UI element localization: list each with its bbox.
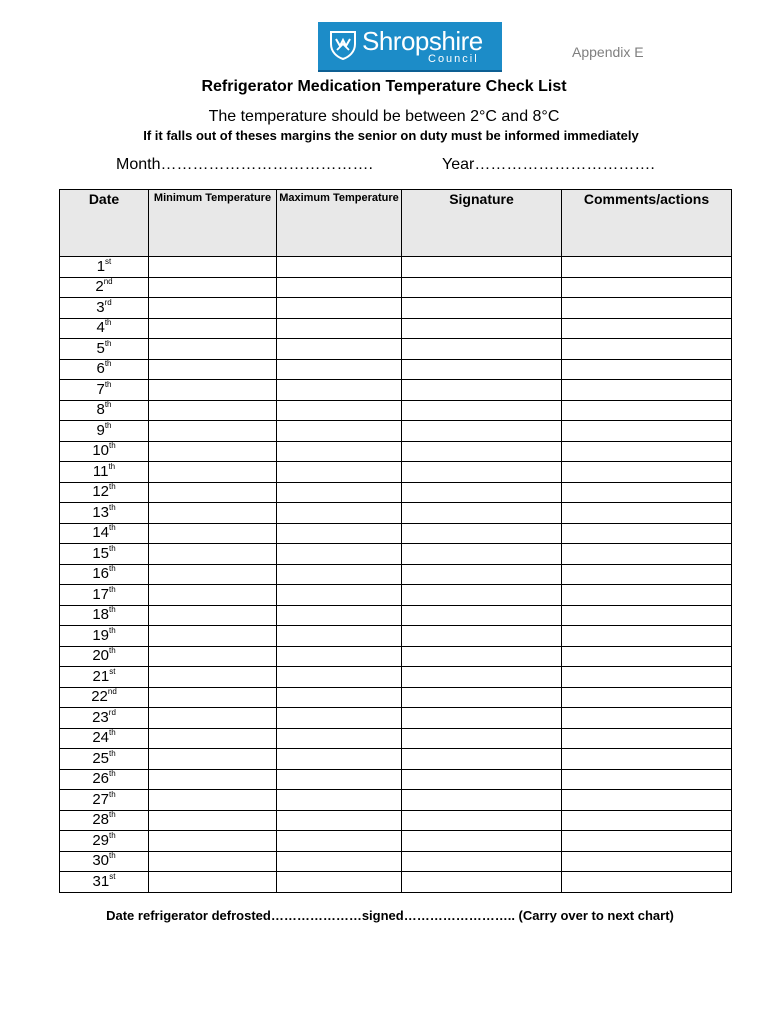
maximum-temperature-cell[interactable] — [277, 851, 402, 872]
day-suffix: th — [109, 584, 116, 594]
day-number: 17 — [92, 585, 109, 603]
table-row — [60, 359, 732, 380]
signature-cell[interactable] — [402, 380, 562, 401]
date-cell — [60, 626, 149, 647]
table-row — [60, 441, 732, 462]
comments-cell[interactable] — [562, 605, 732, 626]
day-suffix: th — [104, 420, 112, 430]
date-cell — [60, 462, 149, 483]
minimum-temperature-cell[interactable] — [149, 380, 277, 401]
day-suffix: th — [109, 441, 116, 451]
logo-subtitle: Council — [428, 53, 479, 65]
day-number: 21 — [92, 667, 110, 685]
day-suffix: st — [109, 666, 116, 676]
day-number: 7 — [96, 380, 105, 398]
date-cell — [60, 441, 149, 462]
table-row — [60, 277, 732, 298]
header-date: Date — [60, 190, 149, 257]
day-number: 13 — [92, 503, 109, 521]
maximum-temperature-cell[interactable] — [277, 257, 402, 278]
maximum-temperature-cell[interactable] — [277, 564, 402, 585]
signature-cell[interactable] — [402, 872, 562, 893]
comments-cell[interactable] — [562, 790, 732, 811]
date-cell — [60, 831, 149, 852]
date-cell — [60, 769, 149, 790]
comments-cell[interactable] — [562, 503, 732, 524]
day-suffix: th — [109, 830, 116, 840]
signature-cell[interactable] — [402, 523, 562, 544]
comments-cell[interactable] — [562, 749, 732, 770]
comments-cell[interactable] — [562, 564, 732, 585]
comments-cell[interactable] — [562, 769, 732, 790]
minimum-temperature-cell[interactable] — [149, 585, 277, 606]
minimum-temperature-cell[interactable] — [149, 831, 277, 852]
day-suffix: th — [109, 625, 116, 635]
day-number: 6 — [96, 360, 105, 378]
minimum-temperature-cell[interactable] — [149, 605, 277, 626]
day-suffix: th — [109, 789, 116, 799]
maximum-temperature-cell[interactable] — [277, 626, 402, 647]
maximum-temperature-cell[interactable] — [277, 359, 402, 380]
maximum-temperature-cell[interactable] — [277, 380, 402, 401]
table-row — [60, 851, 732, 872]
date-cell — [60, 564, 149, 585]
date-cell — [60, 585, 149, 606]
table-row — [60, 810, 732, 831]
comments-cell[interactable] — [562, 626, 732, 647]
signature-cell[interactable] — [402, 482, 562, 503]
maximum-temperature-cell[interactable] — [277, 585, 402, 606]
table-row — [60, 831, 732, 852]
comments-cell[interactable] — [562, 687, 732, 708]
shropshire-council-logo — [318, 22, 502, 72]
comments-cell[interactable] — [562, 851, 732, 872]
date-cell — [60, 380, 149, 401]
maximum-temperature-cell[interactable] — [277, 728, 402, 749]
comments-cell[interactable] — [562, 400, 732, 421]
maximum-temperature-cell[interactable] — [277, 441, 402, 462]
date-cell — [60, 482, 149, 503]
date-cell — [60, 544, 149, 565]
day-suffix: th — [109, 851, 116, 861]
day-number: 11 — [92, 462, 109, 480]
maximum-temperature-cell[interactable] — [277, 708, 402, 729]
day-suffix: th — [109, 748, 116, 758]
day-number: 28 — [92, 811, 109, 829]
comments-cell[interactable] — [562, 421, 732, 442]
table-row — [60, 872, 732, 893]
day-suffix: rd — [104, 297, 112, 307]
minimum-temperature-cell[interactable] — [149, 749, 277, 770]
minimum-temperature-cell[interactable] — [149, 257, 277, 278]
day-suffix: st — [105, 256, 112, 266]
comments-cell[interactable] — [562, 523, 732, 544]
date-cell — [60, 359, 149, 380]
maximum-temperature-cell[interactable] — [277, 667, 402, 688]
header-minimum-temperature: Minimum Temperature — [149, 190, 277, 257]
minimum-temperature-cell[interactable] — [149, 544, 277, 565]
day-suffix: th — [104, 359, 112, 369]
day-number: 2 — [95, 278, 104, 296]
signature-cell[interactable] — [402, 687, 562, 708]
comments-cell[interactable] — [562, 482, 732, 503]
comments-cell[interactable] — [562, 872, 732, 893]
day-suffix: th — [104, 400, 112, 410]
signature-cell[interactable] — [402, 667, 562, 688]
signature-cell[interactable] — [402, 421, 562, 442]
day-number: 5 — [96, 339, 105, 357]
maximum-temperature-cell[interactable] — [277, 769, 402, 790]
minimum-temperature-cell[interactable] — [149, 810, 277, 831]
maximum-temperature-cell[interactable] — [277, 421, 402, 442]
maximum-temperature-cell[interactable] — [277, 544, 402, 565]
signature-cell[interactable] — [402, 298, 562, 319]
date-cell — [60, 318, 149, 339]
minimum-temperature-cell[interactable] — [149, 790, 277, 811]
date-cell — [60, 749, 149, 770]
minimum-temperature-cell[interactable] — [149, 687, 277, 708]
minimum-temperature-cell[interactable] — [149, 708, 277, 729]
maximum-temperature-cell[interactable] — [277, 831, 402, 852]
month-field[interactable]: Month…………………………………. — [116, 156, 373, 173]
table-row — [60, 708, 732, 729]
minimum-temperature-cell[interactable] — [149, 564, 277, 585]
table-row — [60, 605, 732, 626]
signature-cell[interactable] — [402, 605, 562, 626]
date-cell — [60, 687, 149, 708]
table-row — [60, 523, 732, 544]
date-cell — [60, 523, 149, 544]
minimum-temperature-cell[interactable] — [149, 851, 277, 872]
date-cell — [60, 277, 149, 298]
comments-cell[interactable] — [562, 318, 732, 339]
date-cell — [60, 400, 149, 421]
day-number: 16 — [92, 565, 109, 583]
day-suffix: th — [109, 543, 116, 553]
day-number: 1 — [96, 257, 106, 275]
day-number: 14 — [92, 524, 109, 542]
day-number: 22 — [91, 688, 108, 706]
minimum-temperature-cell[interactable] — [149, 503, 277, 524]
day-suffix: th — [109, 482, 116, 492]
comments-cell[interactable] — [562, 708, 732, 729]
maximum-temperature-cell[interactable] — [277, 503, 402, 524]
signature-cell[interactable] — [402, 400, 562, 421]
comments-cell[interactable] — [562, 585, 732, 606]
minimum-temperature-cell[interactable] — [149, 769, 277, 790]
table-row — [60, 462, 732, 483]
day-number: 31 — [92, 872, 110, 890]
day-number: 23 — [92, 708, 109, 726]
maximum-temperature-cell[interactable] — [277, 400, 402, 421]
table-row — [60, 626, 732, 647]
day-suffix: th — [104, 318, 112, 328]
minimum-temperature-cell[interactable] — [149, 318, 277, 339]
logo-name: Shropshire — [362, 26, 483, 56]
signature-cell[interactable] — [402, 749, 562, 770]
day-suffix: th — [109, 502, 116, 512]
minimum-temperature-cell[interactable] — [149, 728, 277, 749]
minimum-temperature-cell[interactable] — [149, 441, 277, 462]
date-cell — [60, 810, 149, 831]
signature-cell[interactable] — [402, 462, 562, 483]
minimum-temperature-cell[interactable] — [149, 667, 277, 688]
day-suffix: th — [109, 564, 116, 574]
minimum-temperature-cell[interactable] — [149, 298, 277, 319]
signature-cell[interactable] — [402, 790, 562, 811]
day-number: 26 — [92, 770, 109, 788]
day-number: 8 — [96, 401, 105, 419]
year-field[interactable]: Year……………………………. — [442, 156, 655, 173]
day-suffix: rd — [108, 707, 116, 717]
crest-icon — [328, 30, 358, 60]
comments-cell[interactable] — [562, 728, 732, 749]
minimum-temperature-cell[interactable] — [149, 482, 277, 503]
minimum-temperature-cell[interactable] — [149, 523, 277, 544]
maximum-temperature-cell[interactable] — [277, 872, 402, 893]
comments-cell[interactable] — [562, 441, 732, 462]
table-row — [60, 400, 732, 421]
maximum-temperature-cell[interactable] — [277, 482, 402, 503]
signature-cell[interactable] — [402, 339, 562, 360]
minimum-temperature-cell[interactable] — [149, 400, 277, 421]
comments-cell[interactable] — [562, 359, 732, 380]
signature-cell[interactable] — [402, 646, 562, 667]
day-suffix: st — [109, 871, 116, 881]
minimum-temperature-cell[interactable] — [149, 462, 277, 483]
header-comments-actions: Comments/actions — [562, 190, 732, 257]
header-maximum-temperature: Maximum Temperature — [277, 190, 402, 257]
day-suffix: nd — [103, 277, 113, 287]
maximum-temperature-cell[interactable] — [277, 523, 402, 544]
day-number: 18 — [92, 606, 109, 624]
page-title: Refrigerator Medication Temperature Check List — [201, 78, 567, 95]
comments-cell[interactable] — [562, 298, 732, 319]
day-number: 29 — [92, 831, 109, 849]
day-number: 9 — [96, 421, 105, 439]
table-row — [60, 728, 732, 749]
date-cell — [60, 298, 149, 319]
signature-cell[interactable] — [402, 359, 562, 380]
maximum-temperature-cell[interactable] — [277, 790, 402, 811]
minimum-temperature-cell[interactable] — [149, 646, 277, 667]
comments-cell[interactable] — [562, 831, 732, 852]
date-cell — [60, 503, 149, 524]
date-cell — [60, 708, 149, 729]
signature-cell[interactable] — [402, 277, 562, 298]
signature-cell[interactable] — [402, 585, 562, 606]
maximum-temperature-cell[interactable] — [277, 749, 402, 770]
table-row — [60, 482, 732, 503]
header-signature: Signature — [402, 190, 562, 257]
table-row — [60, 298, 732, 319]
date-cell — [60, 605, 149, 626]
maximum-temperature-cell[interactable] — [277, 462, 402, 483]
day-suffix: nd — [107, 687, 117, 697]
signature-cell[interactable] — [402, 318, 562, 339]
maximum-temperature-cell[interactable] — [277, 318, 402, 339]
signature-cell[interactable] — [402, 441, 562, 462]
signature-cell[interactable] — [402, 708, 562, 729]
day-suffix: th — [109, 769, 116, 779]
comments-cell[interactable] — [562, 339, 732, 360]
day-suffix: th — [109, 810, 116, 820]
temperature-range-note: The temperature should be between 2°C and 8°C — [208, 108, 560, 125]
day-number: 30 — [92, 852, 109, 870]
table-row — [60, 769, 732, 790]
table-row — [60, 544, 732, 565]
table-row — [60, 421, 732, 442]
table-row — [60, 564, 732, 585]
table-row — [60, 318, 732, 339]
signature-cell[interactable] — [402, 544, 562, 565]
signature-cell[interactable] — [402, 257, 562, 278]
warning-note: If it falls out of theses margins the senior on duty must be informed immediately — [143, 128, 639, 143]
maximum-temperature-cell[interactable] — [277, 339, 402, 360]
signature-cell[interactable] — [402, 769, 562, 790]
table-row — [60, 646, 732, 667]
date-cell — [60, 728, 149, 749]
day-suffix: th — [109, 646, 116, 656]
date-cell — [60, 790, 149, 811]
day-number: 4 — [96, 319, 105, 337]
date-cell — [60, 872, 149, 893]
comments-cell[interactable] — [562, 380, 732, 401]
day-number: 15 — [92, 544, 109, 562]
signature-cell[interactable] — [402, 626, 562, 647]
comments-cell[interactable] — [562, 667, 732, 688]
table-row — [60, 257, 732, 278]
table-header-row — [60, 190, 732, 257]
minimum-temperature-cell[interactable] — [149, 339, 277, 360]
signature-cell[interactable] — [402, 831, 562, 852]
day-suffix: th — [109, 523, 116, 533]
day-number: 10 — [92, 442, 109, 460]
comments-cell[interactable] — [562, 646, 732, 667]
day-number: 27 — [92, 790, 109, 808]
signature-cell[interactable] — [402, 564, 562, 585]
date-cell — [60, 421, 149, 442]
day-number: 19 — [92, 626, 109, 644]
appendix-label: Appendix E — [572, 44, 644, 60]
comments-cell[interactable] — [562, 810, 732, 831]
day-suffix: th — [108, 461, 116, 471]
date-cell — [60, 667, 149, 688]
minimum-temperature-cell[interactable] — [149, 277, 277, 298]
table-row — [60, 749, 732, 770]
maximum-temperature-cell[interactable] — [277, 605, 402, 626]
signature-cell[interactable] — [402, 851, 562, 872]
maximum-temperature-cell[interactable] — [277, 687, 402, 708]
signature-cell[interactable] — [402, 728, 562, 749]
day-suffix: th — [104, 379, 112, 389]
day-suffix: th — [109, 605, 116, 615]
table-row — [60, 339, 732, 360]
day-number: 20 — [92, 647, 109, 665]
day-number: 25 — [92, 749, 109, 767]
date-cell — [60, 257, 149, 278]
comments-cell[interactable] — [562, 462, 732, 483]
minimum-temperature-cell[interactable] — [149, 421, 277, 442]
day-suffix: th — [104, 338, 112, 348]
comments-cell[interactable] — [562, 277, 732, 298]
comments-cell[interactable] — [562, 257, 732, 278]
maximum-temperature-cell[interactable] — [277, 810, 402, 831]
signature-cell[interactable] — [402, 503, 562, 524]
day-number: 24 — [92, 729, 109, 747]
table-row — [60, 790, 732, 811]
day-suffix: th — [109, 728, 116, 738]
date-cell — [60, 646, 149, 667]
table-body — [60, 257, 732, 893]
table-row — [60, 503, 732, 524]
date-cell — [60, 851, 149, 872]
day-number: 3 — [96, 298, 105, 316]
table-row — [60, 380, 732, 401]
table-row — [60, 585, 732, 606]
temperature-log-table — [59, 189, 732, 893]
date-cell — [60, 339, 149, 360]
day-number: 12 — [92, 483, 109, 501]
table-row — [60, 687, 732, 708]
maximum-temperature-cell[interactable] — [277, 646, 402, 667]
minimum-temperature-cell[interactable] — [149, 359, 277, 380]
comments-cell[interactable] — [562, 544, 732, 565]
signature-cell[interactable] — [402, 810, 562, 831]
maximum-temperature-cell[interactable] — [277, 277, 402, 298]
maximum-temperature-cell[interactable] — [277, 298, 402, 319]
defrost-footer-line: Date refrigerator defrosted…………………signed…………………….. (Carry over to next chart) — [106, 908, 674, 923]
minimum-temperature-cell[interactable] — [149, 626, 277, 647]
table-row — [60, 667, 732, 688]
minimum-temperature-cell[interactable] — [149, 872, 277, 893]
